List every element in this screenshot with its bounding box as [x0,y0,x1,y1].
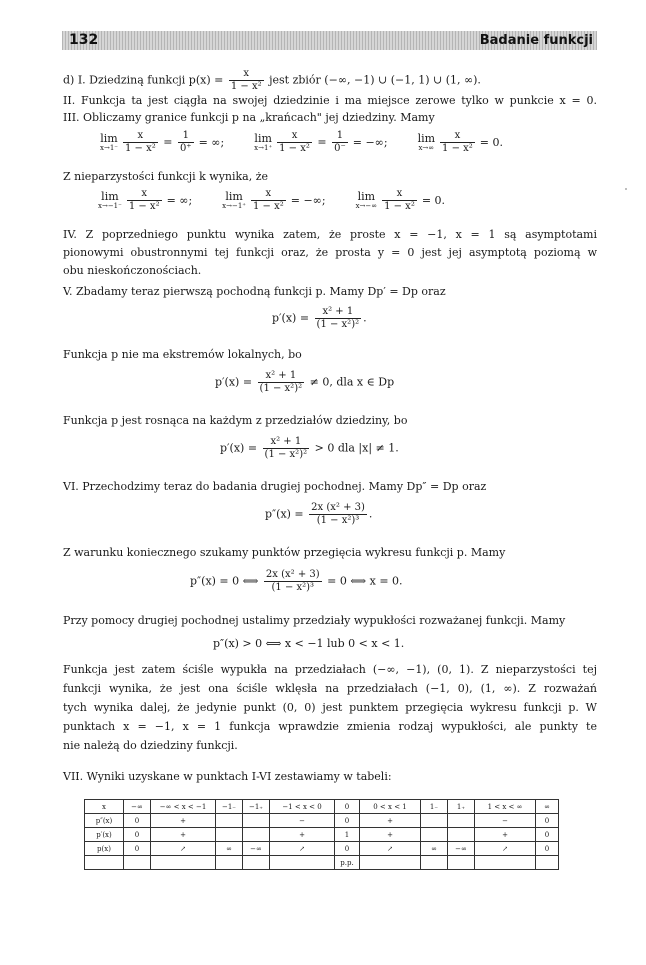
lim-fraction [277,130,312,155]
table-cell: 1 [335,828,360,842]
limits-row-2 [98,188,445,213]
table-row [85,814,559,828]
lim-fraction-den: 1 − x² [253,201,284,212]
table-header-cell: 1 < x < ∞ [475,800,536,814]
table-cell [421,828,448,842]
formula-pbis-den: (1 − x²)³ [316,515,360,526]
table-row [85,856,559,870]
table-header-cell: x [85,800,124,814]
line-iv-2: pionowymi obustronnymi tej funkcji oraz, że prosta y = 0 jest jej asymptotą poziomą w [63,246,597,259]
table-header-cell: −1₋ [216,800,243,814]
line-warunek: Z warunku koniecznego szukamy punktów przegięcia wykresu funkcji p. Mamy [63,546,506,559]
lim-mid-den: 0⁻ [334,143,346,154]
formula-6: p″(x) > 0 ⟺ x < −1 lub 0 < x < 1. [213,637,405,650]
lim-fraction [251,188,286,213]
table-cell: p.p. [335,856,360,870]
lim-fraction [440,130,475,155]
lim-mid-fraction [178,130,194,155]
line-ros: Funkcja p jest rosnąca na każdym z przedziałów dziedziny, bo [63,414,408,427]
lim-subscript: x→−1⁻ [98,201,122,210]
lim-mid-den: 0⁺ [179,143,192,154]
line-druga: Przy pomocy drugiej pochodnej ustalimy przedziały wypukłości rozważanej funkcji. Mamy [63,614,566,627]
lim-fraction-den: 1 − x² [124,143,156,154]
table-header-cell: 1₊ [448,800,475,814]
table-header-cell: ∞ [536,800,559,814]
row2-limit-2 [356,188,445,213]
formula-2-num: x² + 1 [258,370,305,383]
lim-operator [100,133,118,153]
table-cell [216,814,243,828]
formula-pbis-frac [309,502,367,527]
table-cell: + [360,814,421,828]
lim-fraction-num: x [440,130,475,143]
line-iii: III. Obliczamy granice funkcji p na „krańcach" jej dziedziny. Mamy [63,111,435,124]
formula-5-num: 2x (x² + 3) [265,569,320,580]
table-cell: + [475,828,536,842]
line-p4: punktach x = −1, x = 1 funkcja wprawdzie zmienia rodzaj wypukłości, ale punkty te [63,720,597,733]
formula-pbis-lhs: p″(x) = [265,507,304,521]
table-cell [360,856,421,870]
table-cell [448,814,475,828]
limits-row-1 [100,130,503,155]
table-header-cell: −∞ < x < −1 [151,800,216,814]
table-row-label: p′(x) [85,828,124,842]
table-cell: 0 [536,842,559,856]
formula-pprime [272,306,367,331]
table-cell [216,828,243,842]
table-cell: 0 [335,814,360,828]
lim-fraction [127,188,162,213]
formula-3-lhs: p′(x) = [220,441,258,455]
scan-speck [625,188,627,190]
table-cell [151,856,216,870]
table-header-cell: −1₊ [243,800,270,814]
formula-2-den: (1 − x²)² [259,383,303,394]
lim-word: lim [101,189,119,203]
lim-word: lim [225,189,243,203]
formula-3-frac [263,436,310,461]
table-cell: 0 [124,814,151,828]
formula-2 [215,370,394,395]
table-cell [475,856,536,870]
increasing-arrow-icon: ↗ [475,842,536,856]
lim-result: = 0. [479,135,503,149]
page-header [62,31,597,50]
table-cell: 0 [335,842,360,856]
table-header-cell: 0 < x < 1 [360,800,421,814]
table-cell: 0 [536,828,559,842]
lim-word: lim [417,131,436,145]
fraction-num: x [229,68,264,81]
table-cell: ∞ [216,842,243,856]
lim-mid-num: 1 [332,130,348,143]
lim-fraction [123,130,158,155]
row2-limit-0 [98,188,192,213]
lim-fraction-num: x [127,188,162,201]
table-header-row [85,800,559,814]
equals-sign: = [313,135,331,149]
lim-fraction-num: x [382,188,417,201]
lim-fraction-den: 1 − x² [384,201,415,212]
formula-5 [190,569,403,594]
table-cell [421,856,448,870]
table-cell: + [270,828,335,842]
line-vi: VI. Przechodzimy teraz do badania drugiej pochodnej. Mamy Dp″ = Dp oraz [63,480,487,493]
lim-mid-num: 1 [178,130,194,143]
lim-result: = ∞; [166,193,193,207]
table-cell [216,856,243,870]
line-v: V. Zbadamy teraz pierwszą pochodną funkcji p. Mamy Dp′ = Dp oraz [63,285,446,298]
lim-subscript: x→−∞ [355,201,378,210]
lim-fraction-num: x [123,130,158,143]
table-cell: 0 [124,828,151,842]
lim-result: = ∞; [198,135,225,149]
table-cell [243,856,270,870]
table-header-cell: −1 < x < 0 [270,800,335,814]
table-cell [448,856,475,870]
line-nieparz: Z nieparzystości funkcji k wynika, że [63,170,269,183]
row2-limit-1 [222,188,325,213]
increasing-arrow-icon: ↗ [270,842,335,856]
table-header-cell: −∞ [124,800,151,814]
formula-5-tail: = 0 ⟺ x = 0. [327,574,403,588]
formula-pprime-lhs: p′(x) = [272,311,310,325]
text-d-tail: jest zbiór (−∞, −1) ∪ (−1, 1) ∪ (1, ∞). [269,73,481,87]
increasing-arrow-icon: ↗ [360,842,421,856]
formula-pbis-num: 2x (x² + 3) [311,502,365,513]
table-row-label [85,856,124,870]
page-number: 132 [69,32,99,48]
row1-limit-0 [100,130,224,155]
lim-operator [356,191,378,211]
table-cell [536,856,559,870]
lim-operator [222,191,246,211]
table-cell: + [151,814,216,828]
formula-2-lhs: p′(x) = [215,375,253,389]
formula-3 [220,436,399,461]
lim-word: lim [100,131,118,145]
lim-fraction-den: 1 − x² [128,201,160,212]
line-d-intro [63,68,481,93]
summary-table [84,799,559,870]
line-vii: VII. Wyniki uzyskane w punktach I-VI zestawiamy w tabeli: [63,770,392,783]
table-cell [448,828,475,842]
lim-fraction-den: 1 − x² [279,143,310,154]
formula-pbis [265,502,372,527]
table-cell [124,856,151,870]
formula-5-lhs: p″(x) = 0 ⟺ [190,574,259,588]
formula-pprime-end: . [363,311,367,325]
formula-pbis-end: . [368,507,373,521]
formula-2-frac [258,370,305,395]
lim-word: lim [254,131,272,145]
lim-operator [254,133,272,153]
lim-word: lim [357,189,376,203]
lim-fraction-num: x [251,188,286,201]
lim-subscript: x→−1⁺ [222,201,246,210]
formula-pprime-num: x² + 1 [315,306,362,319]
lim-subscript: x→∞ [418,143,435,152]
table-cell: ∞ [421,842,448,856]
table-row-label: p″(x) [85,814,124,828]
line-p3: tych wynika dalej, że jedynie punkt (0, 0) jest punktem przegięcia wykresu funkcji p. W [63,701,597,714]
line-p5: nie należą do dziedziny funkcji. [63,739,238,752]
table-cell [270,856,335,870]
formula-pprime-frac [315,306,362,331]
chapter-title: Badanie funkcji [479,33,593,48]
table-cell: − [475,814,536,828]
formula-5-den: (1 − x²)³ [271,582,315,593]
line-p2: funkcji wynika, że jest ona ściśle wklęsła na przedziałach (−1, 0), (1, ∞). Z rozważań [63,682,597,695]
formula-3-tail: > 0 dla |x| ≠ 1. [314,441,399,455]
formula-3-num: x² + 1 [263,436,310,449]
line-p1: Funkcja jest zatem ściśle wypukła na przedziałach (−∞, −1), (0, 1). Z nieparzystości tej [63,663,597,676]
lim-fraction [382,188,417,213]
lim-result: = −∞; [352,135,388,149]
table-cell [243,828,270,842]
fraction-den: 1 − x² [230,81,262,92]
table-cell: 0 [124,842,151,856]
table-cell: + [151,828,216,842]
formula-3-den: (1 − x²)² [264,449,308,460]
lim-result: = 0. [421,193,446,207]
lim-result: = −∞; [290,193,326,207]
table-cell: + [360,828,421,842]
table-row-label: p(x) [85,842,124,856]
table-row [85,842,559,856]
formula-pprime-den: (1 − x²)² [316,319,360,330]
table-cell [243,814,270,828]
table-cell: −∞ [243,842,270,856]
formula-5-frac [264,569,322,594]
formula-2-tail: ≠ 0, dla x ∈ Dp [309,375,395,389]
increasing-arrow-icon: ↗ [151,842,216,856]
lim-subscript: x→1⁺ [254,143,273,152]
lim-fraction-den: 1 − x² [442,143,473,154]
table-header-cell: 1₋ [421,800,448,814]
table-row [85,828,559,842]
lim-mid-fraction [332,130,348,155]
line-iv-1: IV. Z poprzedniego punktu wynika zatem, że proste x = −1, x = 1 są asymptotami [63,228,597,241]
lim-operator [418,133,435,153]
table-header-cell: 0 [335,800,360,814]
lim-operator [98,191,122,211]
lim-fraction-num: x [277,130,312,143]
line-ii: II. Funkcja ta jest ciągła na swojej dziedzinie i ma miejsce zerowe tylko w punkcie x = 0. [63,94,597,107]
row1-limit-2 [418,130,503,155]
table-cell: − [270,814,335,828]
text-d-intro: d) I. Dziedziną funkcji p(x) = [63,73,224,87]
line-iv-3: obu nieskończonościach. [63,264,202,277]
row1-limit-1 [254,130,387,155]
table-cell: −∞ [448,842,475,856]
equals-sign: = [159,135,176,149]
table-cell [421,814,448,828]
fraction-p [229,68,264,93]
line-ekstr: Funkcja p nie ma ekstremów lokalnych, bo [63,348,302,361]
table-cell: 0 [536,814,559,828]
lim-subscript: x→1⁻ [100,143,118,152]
